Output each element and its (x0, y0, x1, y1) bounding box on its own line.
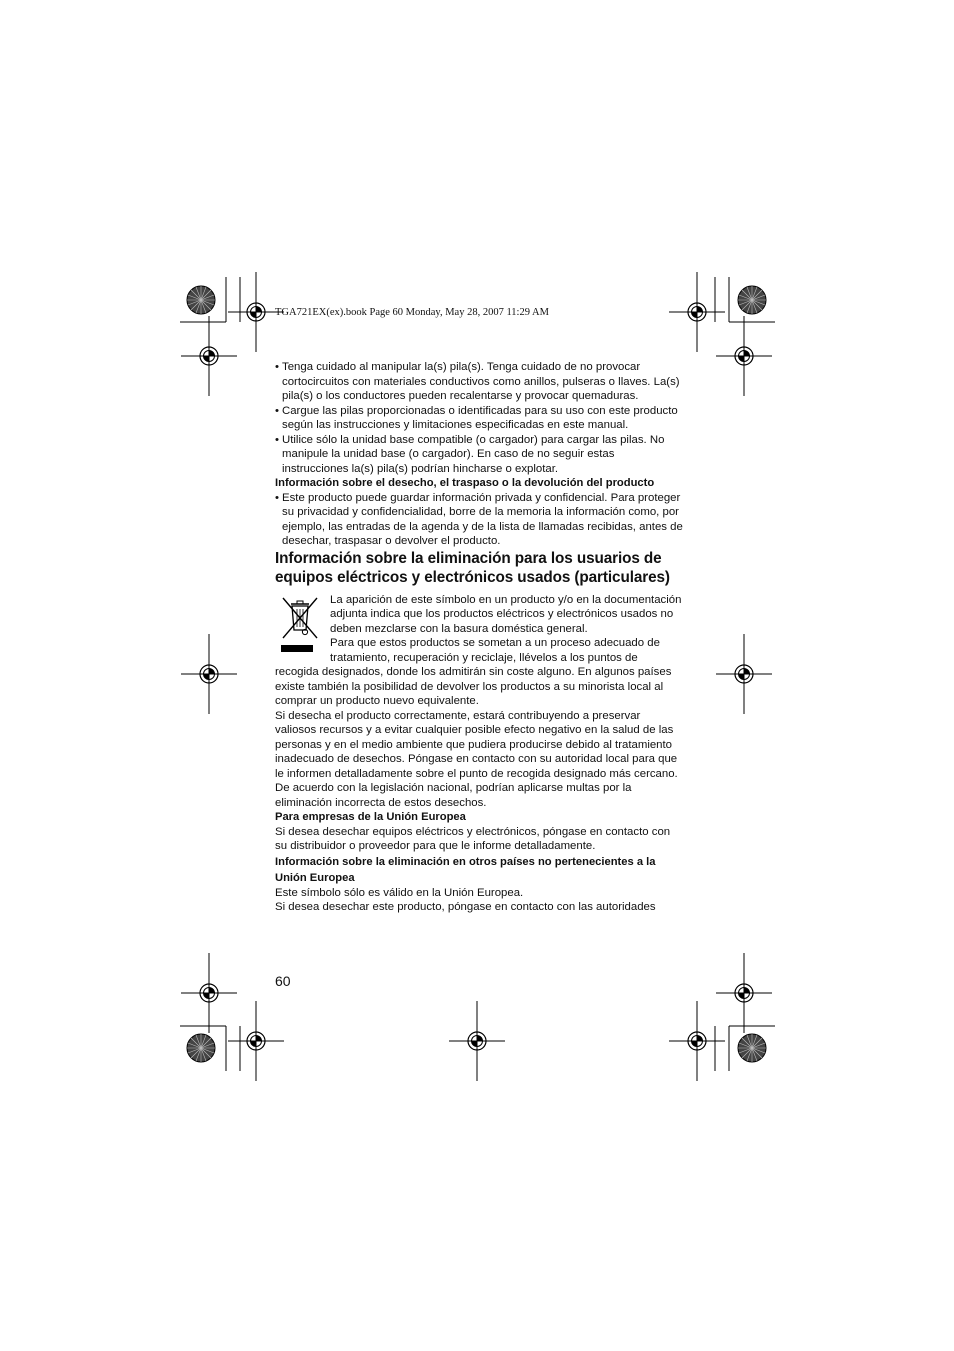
bullet-marker: • (275, 491, 279, 504)
outside-eu-line-1: Este símbolo sólo es válido en la Unión Europea. (275, 886, 524, 899)
weee-block (275, 593, 683, 811)
list-item (275, 404, 683, 433)
list-item-text: Cargue las pilas proporcionadas o identificadas para su uso con este producto según las instrucciones y limitaciones especificadas en este manual. (282, 404, 678, 431)
weee-para-3: Si desecha el producto correctamente, estará contribuyendo a preservar valiosos recursos y a evitar cualquier posible efecto negativo en la salud de las personas y en el medio ambiente que pudiera producirse debido al tratamiento inadecuado de desechos. Póngase en contacto con su autoridad local para que le informen detalladamente sobre el punto de recogida designado más cercano. (275, 709, 678, 780)
list-item (275, 360, 683, 404)
book-header-line: TGA721EX(ex).book Page 60 Monday, May 28, 2007 11:29 AM (275, 307, 549, 318)
battery-bullet-list (275, 360, 683, 476)
bullet-marker: • (275, 404, 279, 417)
disposal-heading: Información sobre el desecho, el traspaso o la devolución del producto (275, 477, 655, 489)
list-item-text: Tenga cuidado al manipular la(s) pila(s). Tenga cuidado de no provocar cortocircuitos con materiales conductivos como anillos, pulseras o llaves. La(s) pila(s) o los conductores pueden recalentarse y provocar quemaduras. (282, 361, 680, 402)
page-number: 60 (275, 973, 291, 989)
business-text: Si desea desechar equipos eléctricos y electrónicos, póngase en contacto con su distribuidor o proveedor para que le informe detalladamente. (275, 825, 671, 852)
list-item-text: Este producto puede guardar información privada y confidencial. Para proteger su privacidad y confidencialidad, borre de la memoria la información como, por ejemplo, las entradas de la agenda y de la lista de llamadas recibidas, antes de desechar, traspasar o devolver el producto. (282, 491, 683, 547)
weee-para-1: La aparición de este símbolo en un producto y/o en la documentación adjunta indica que los productos eléctricos y electrónicos usados no deben mezclarse con la basura doméstica general. (330, 593, 682, 635)
page-content (275, 360, 683, 915)
outside-eu-line-2: Si desea desechar este producto, póngase en contacto con las autoridades (275, 901, 656, 913)
outside-eu-heading: Información sobre la eliminación en otros países no pertenecientes a la Unión Europea (275, 855, 656, 884)
business-heading: Para empresas de la Unión Europea (275, 811, 466, 823)
weee-section-title: Información sobre la eliminación para los usuarios de equipos eléctricos y electrónicos usados (particulares) (275, 549, 670, 586)
crossed-out-wheeled-bin-icon (275, 594, 327, 656)
list-item (275, 491, 683, 549)
bullet-marker: • (275, 361, 279, 373)
bullet-marker: • (275, 433, 279, 446)
weee-para-2: Para que estos productos se sometan a un proceso adecuado de tratamiento, recuperación y reciclaje, llévelos a los puntos de recogida designados, donde los admitirán sin coste alguno. En algunos países existe también la posibilidad de devolver los productos a su minorista local al comprar un producto nuevo equivalente. (275, 637, 672, 707)
list-item-text: Utilice sólo la unidad base compatible (o cargador) para cargar las pilas. No manipule la unidad base (o cargador). En caso de no seguir estas instrucciones la(s) pila(s) podrían hincharse o explotar. (282, 433, 665, 475)
list-item (275, 433, 683, 477)
weee-para-4: De acuerdo con la legislación nacional, podrían aplicarse multas por la eliminación incorrecta de estos desechos. (275, 782, 632, 809)
